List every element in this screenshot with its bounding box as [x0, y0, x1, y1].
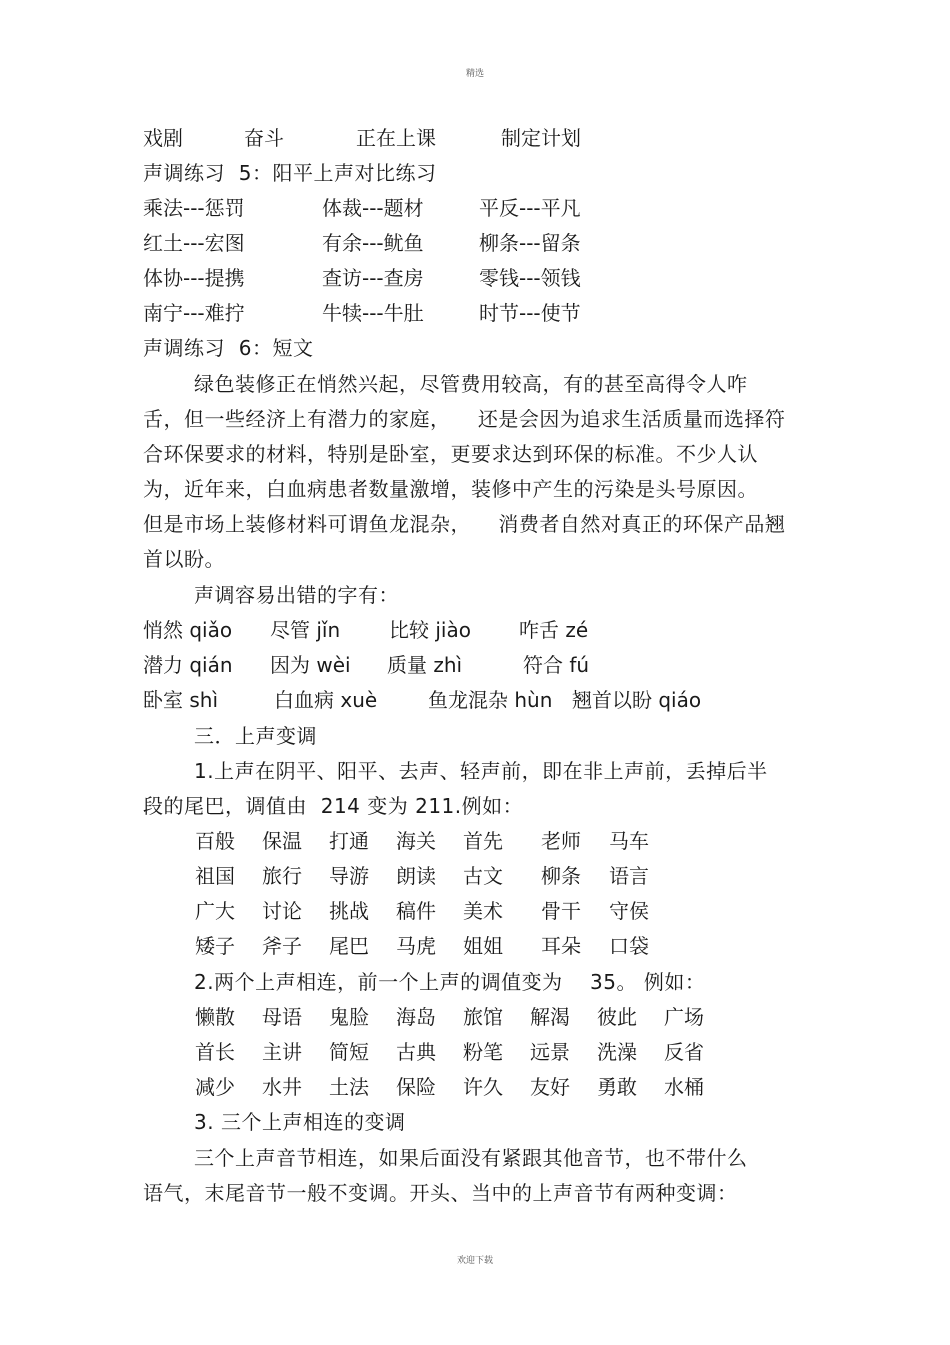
word: 鬼脸 — [329, 1005, 369, 1029]
word-row — [0, 1005, 950, 1029]
word: 打通 — [329, 829, 369, 853]
pinyin-item: 白血病 xuè — [274, 688, 378, 712]
rule-2: 2.两个上声相连，前一个上声的调值变为 35。 例如： — [194, 970, 706, 994]
pinyin-row — [0, 618, 950, 642]
rule-3-line: 三个上声音节相连，如果后面没有紧跟其他音节，也不带什么 — [194, 1146, 748, 1170]
word: 土法 — [329, 1075, 369, 1099]
word: 尾巴 — [329, 934, 369, 958]
word: 母语 — [262, 1005, 302, 1029]
word: 首先 — [463, 829, 503, 853]
passage-line: 舌，但一些经济上有潜力的家庭， 还是会因为追求生活质量而选择符 — [143, 407, 786, 431]
word-pair: 牛犊---牛肚 — [322, 301, 424, 325]
word: 首长 — [195, 1040, 235, 1064]
word: 导游 — [329, 864, 369, 888]
exercise-5-title: 声调练习 5：阳平上声对比练习 — [143, 161, 437, 185]
rule-1-line: 段的尾巴，调值由 214 变为 211.例如： — [143, 794, 524, 818]
word: 反省 — [664, 1040, 704, 1064]
word-row — [0, 1040, 950, 1064]
word-pair: 体协---提携 — [143, 266, 245, 290]
word-pair-row — [0, 196, 950, 220]
word: 粉笔 — [463, 1040, 503, 1064]
rule-3-line: 语气，末尾音节一般不变调。开头、当中的上声音节有两种变调： — [143, 1181, 738, 1205]
word-pair: 平反---平凡 — [479, 196, 581, 220]
passage-line: 但是市场上装修材料可谓鱼龙混杂， 消费者自然对真正的环保产品翘 — [143, 512, 786, 536]
word: 马虎 — [396, 934, 436, 958]
word-pair: 零钱---领钱 — [479, 266, 581, 290]
word: 减少 — [195, 1075, 235, 1099]
page-footer: 欢迎下载 — [456, 1256, 493, 1266]
word: 守侯 — [609, 899, 649, 923]
word: 许久 — [463, 1075, 503, 1099]
pinyin-item: 翘首以盼 qiáo — [572, 688, 702, 712]
word: 矮子 — [195, 934, 235, 958]
word-row — [0, 864, 950, 888]
word-row — [0, 126, 950, 150]
word: 姐姐 — [463, 934, 503, 958]
word-pair-row — [0, 301, 950, 325]
word: 骨干 — [541, 899, 581, 923]
word: 斧子 — [262, 934, 302, 958]
word: 稿件 — [396, 899, 436, 923]
word: 保险 — [396, 1075, 436, 1099]
word: 简短 — [329, 1040, 369, 1064]
word: 柳条 — [541, 864, 581, 888]
passage-line: 为，近年来，白血病患者数量激增，装修中产生的污染是头号原因。 — [143, 477, 758, 501]
word-pair: 乘法---惩罚 — [143, 196, 245, 220]
passage-line: 合环保要求的材料，特别是卧室，更要求达到环保的标准。不少人认 — [143, 442, 758, 466]
rule-1-line: 1.上声在阴平、阳平、去声、轻声前，即在非上声前，丢掉后半 — [194, 759, 768, 783]
word: 旅馆 — [463, 1005, 503, 1029]
word-pair: 有余---鱿鱼 — [322, 231, 424, 255]
word: 奋斗 — [244, 126, 284, 150]
word: 美术 — [463, 899, 503, 923]
word-pair: 查访---查房 — [322, 266, 424, 290]
word: 远景 — [530, 1040, 570, 1064]
word: 洗澡 — [597, 1040, 637, 1064]
word: 广大 — [195, 899, 235, 923]
pinyin-item: 因为 wèi — [270, 653, 351, 677]
word: 解渴 — [530, 1005, 570, 1029]
word: 制定计划 — [501, 126, 581, 150]
word: 海岛 — [396, 1005, 436, 1029]
word: 挑战 — [329, 899, 369, 923]
word: 友好 — [530, 1075, 570, 1099]
word: 戏剧 — [143, 126, 183, 150]
word: 彼此 — [597, 1005, 637, 1029]
word: 语言 — [609, 864, 649, 888]
word: 勇敢 — [597, 1075, 637, 1099]
word-pair: 柳条---留条 — [479, 231, 581, 255]
pinyin-item: 鱼龙混杂 hùn — [428, 688, 553, 712]
pinyin-item: 咋舌 zé — [519, 618, 589, 642]
pinyin-item: 质量 zhì — [387, 653, 463, 677]
word: 保温 — [262, 829, 302, 853]
page-header: 精选 — [465, 69, 484, 79]
exercise-6-title: 声调练习 6：短文 — [143, 336, 314, 360]
section-heading: 三．上声变调 — [194, 724, 317, 748]
pinyin-item: 卧室 shì — [143, 688, 219, 712]
pinyin-row — [0, 688, 950, 712]
pinyin-item: 比较 jiào — [389, 618, 471, 642]
pinyin-row — [0, 653, 950, 677]
word-row — [0, 899, 950, 923]
word: 马车 — [609, 829, 649, 853]
word-row — [0, 1075, 950, 1099]
word-pair: 时节---使节 — [479, 301, 581, 325]
word: 正在上课 — [356, 126, 436, 150]
word: 旅行 — [262, 864, 302, 888]
word: 海关 — [396, 829, 436, 853]
rule-3-title: 3. 三个上声相连的变调 — [194, 1110, 406, 1134]
word-row — [0, 934, 950, 958]
word: 祖国 — [195, 864, 235, 888]
word: 耳朵 — [541, 934, 581, 958]
word: 水桶 — [664, 1075, 704, 1099]
error-intro: 声调容易出错的字有： — [194, 583, 399, 607]
word: 广场 — [664, 1005, 704, 1029]
pinyin-item: 悄然 qiǎo — [143, 618, 233, 642]
word-pair: 红土---宏图 — [143, 231, 245, 255]
word-pair: 体裁---题材 — [322, 196, 424, 220]
word: 口袋 — [609, 934, 649, 958]
pinyin-item: 符合 fú — [523, 653, 590, 677]
passage-line: 首以盼。 — [143, 547, 225, 571]
word-pair: 南宁---难拧 — [143, 301, 245, 325]
word-pair-row — [0, 266, 950, 290]
word-row — [0, 829, 950, 853]
word: 懒散 — [195, 1005, 235, 1029]
word: 老师 — [541, 829, 581, 853]
word: 古典 — [396, 1040, 436, 1064]
pinyin-item: 尽管 jǐn — [270, 618, 341, 642]
word: 水井 — [262, 1075, 302, 1099]
word: 主讲 — [262, 1040, 302, 1064]
word: 朗读 — [396, 864, 436, 888]
word: 古文 — [463, 864, 503, 888]
word: 讨论 — [262, 899, 302, 923]
pinyin-item: 潜力 qián — [143, 653, 233, 677]
passage-line: 绿色装修正在悄然兴起，尽管费用较高，有的甚至高得令人咋 — [194, 372, 748, 396]
word: 百般 — [195, 829, 235, 853]
word-pair-row — [0, 231, 950, 255]
